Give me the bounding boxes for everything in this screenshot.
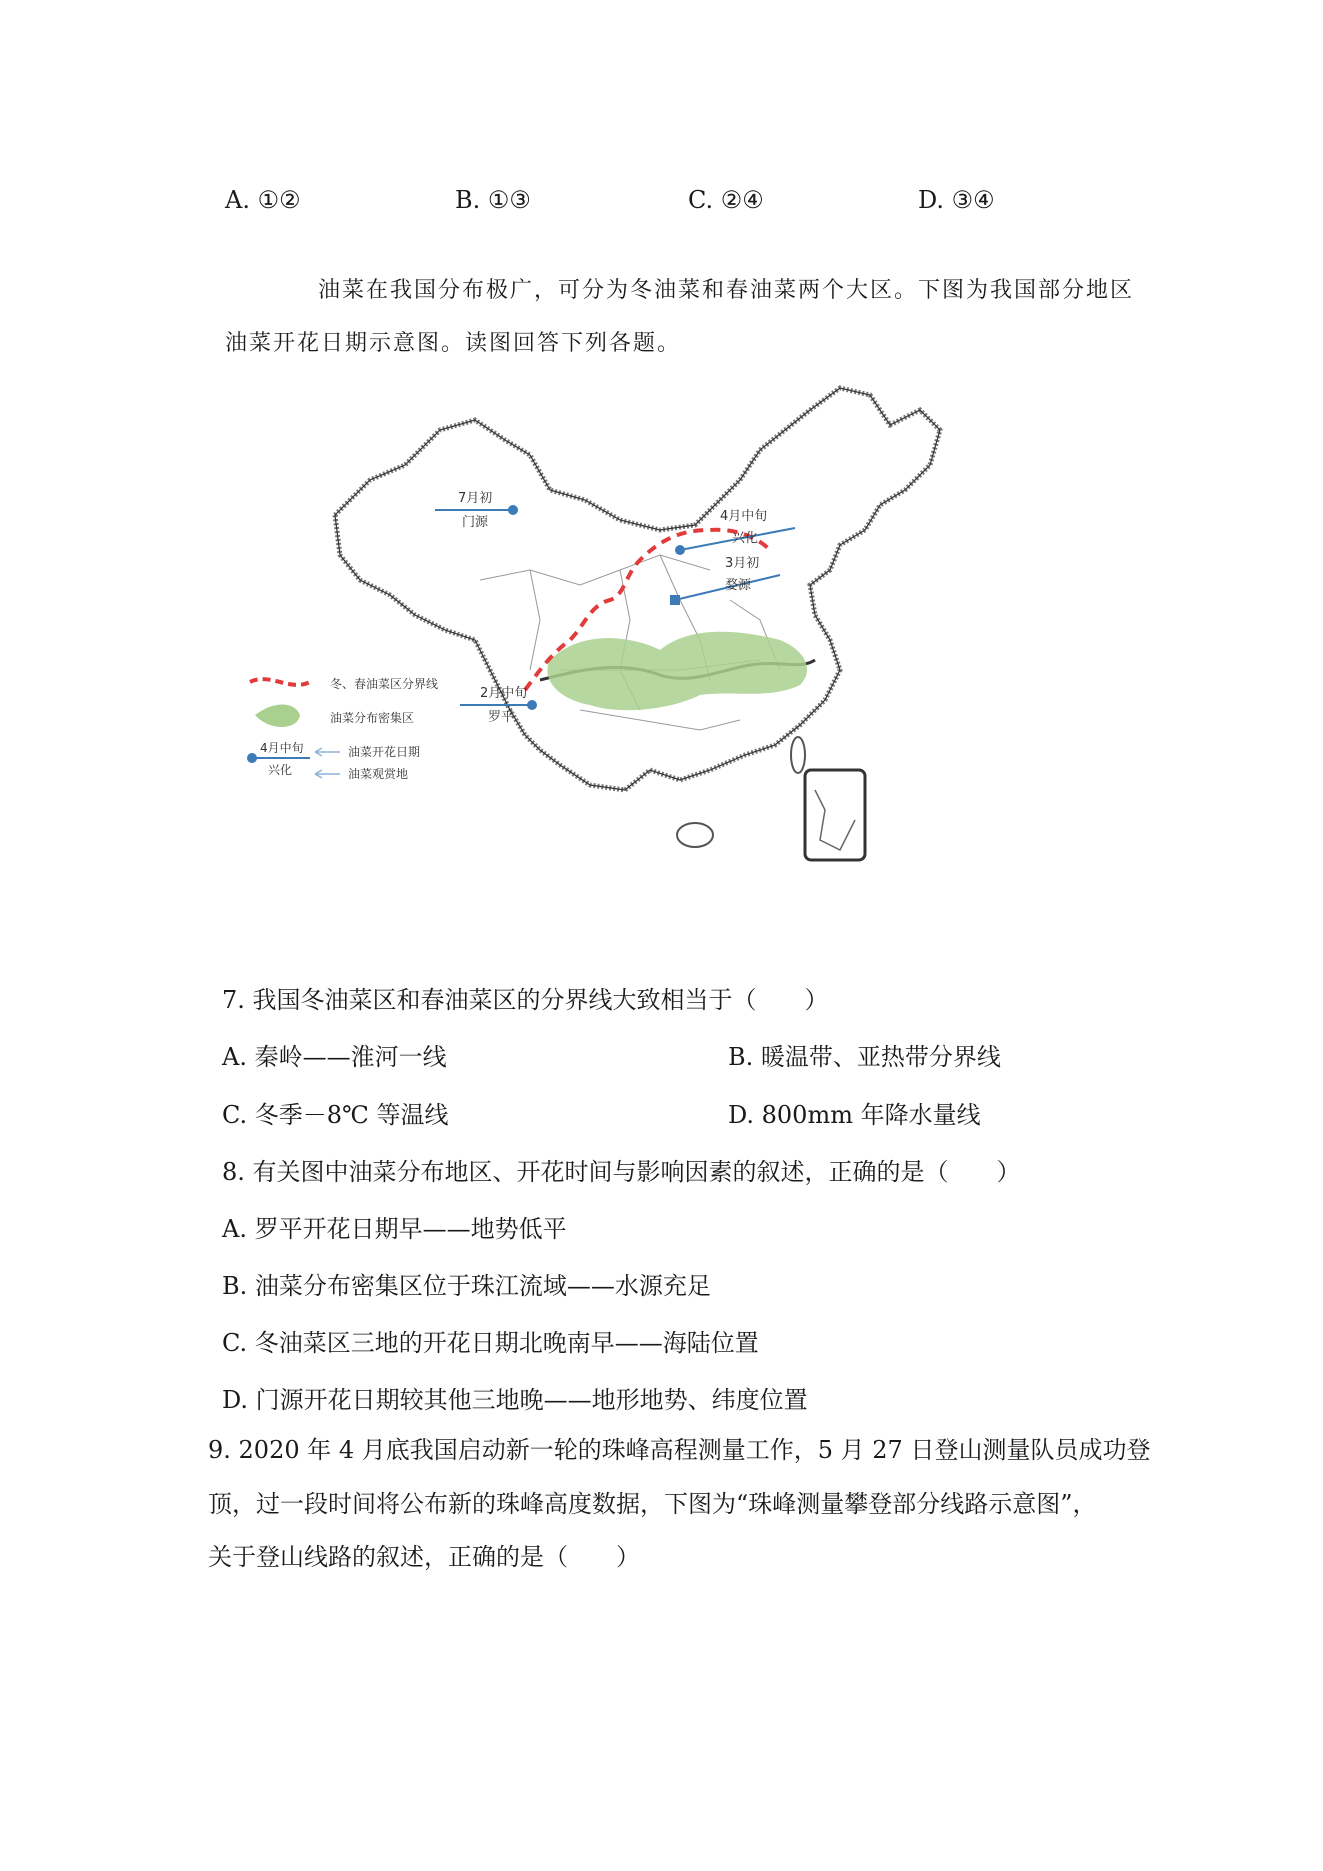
prev-option-a: A. ①② [225,186,301,214]
legend-boundary-label: 冬、春油菜区分界线 [330,677,439,691]
q7-option-a: A. 秦岭——淮河一线 [222,1043,447,1071]
china-outline [335,388,940,790]
site-menyuan-name: 门源 [462,515,489,530]
legend-flower-date-label: 油菜开花日期 [348,745,421,759]
site-wuyuan-date: 3月初 [725,556,760,571]
q7-option-c: C. 冬季－8℃ 等温线 [222,1101,449,1129]
legend-dense-label: 油菜分布密集区 [330,711,415,725]
q7-option-d: D. 800mm 年降水量线 [728,1101,981,1129]
prev-option-b: B. ①③ [455,186,531,214]
site-wuyuan-name: 婺源 [725,578,752,593]
q8-option-a: A. 罗平开花日期早——地势低平 [222,1215,567,1243]
q8-option-d: D. 门源开花日期较其他三地晚——地形地势、纬度位置 [222,1386,808,1414]
intro-line-1: 油菜在我国分布极广，可分为冬油菜和春油菜两个大区。下图为我国部分地区 [318,278,1135,303]
intro-line-2: 油菜开花日期示意图。读图回答下列各题。 [225,331,682,356]
site-luoping-date: 2月中旬 [480,686,528,701]
q9-line-1: 9. 2020 年 4 月底我国启动新一轮的珠峰高程测量工作，5 月 27 日登山测量队员成功登 [208,1436,1151,1464]
site-luoping-name: 罗平 [488,710,515,725]
site-menyuan-date: 7月初 [458,491,493,506]
site-xinghua-date: 4月中旬 [720,509,768,524]
q7-stem: 7. 我国冬油菜区和春油菜区的分界线大致相当于（ ） [222,986,829,1014]
map-legend [247,676,438,781]
rapeseed-flowering-map [240,370,970,890]
q8-option-b: B. 油菜分布密集区位于珠江流域——水源充足 [222,1272,711,1300]
prev-option-c: C. ②④ [688,186,764,214]
legend-sample-date: 4月中旬 [260,741,304,755]
legend-sample-name: 兴化 [268,763,293,777]
q8-option-c: C. 冬油菜区三地的开花日期北晚南早——海陆位置 [222,1329,759,1357]
q9-line-2: 顶，过一段时间将公布新的珠峰高度数据，下图为“珠峰测量攀登部分线路示意图”， [208,1490,1097,1518]
q9-line-3: 关于登山线路的叙述，正确的是（ ） [208,1543,640,1571]
site-xinghua-name: 兴化 [732,531,759,546]
legend-site-label: 油菜观赏地 [348,767,409,781]
prev-option-d: D. ③④ [918,186,995,214]
q8-stem: 8. 有关图中油菜分布地区、开花时间与影响因素的叙述，正确的是（ ） [222,1158,1021,1186]
q7-option-b: B. 暖温带、亚热带分界线 [728,1043,1001,1071]
